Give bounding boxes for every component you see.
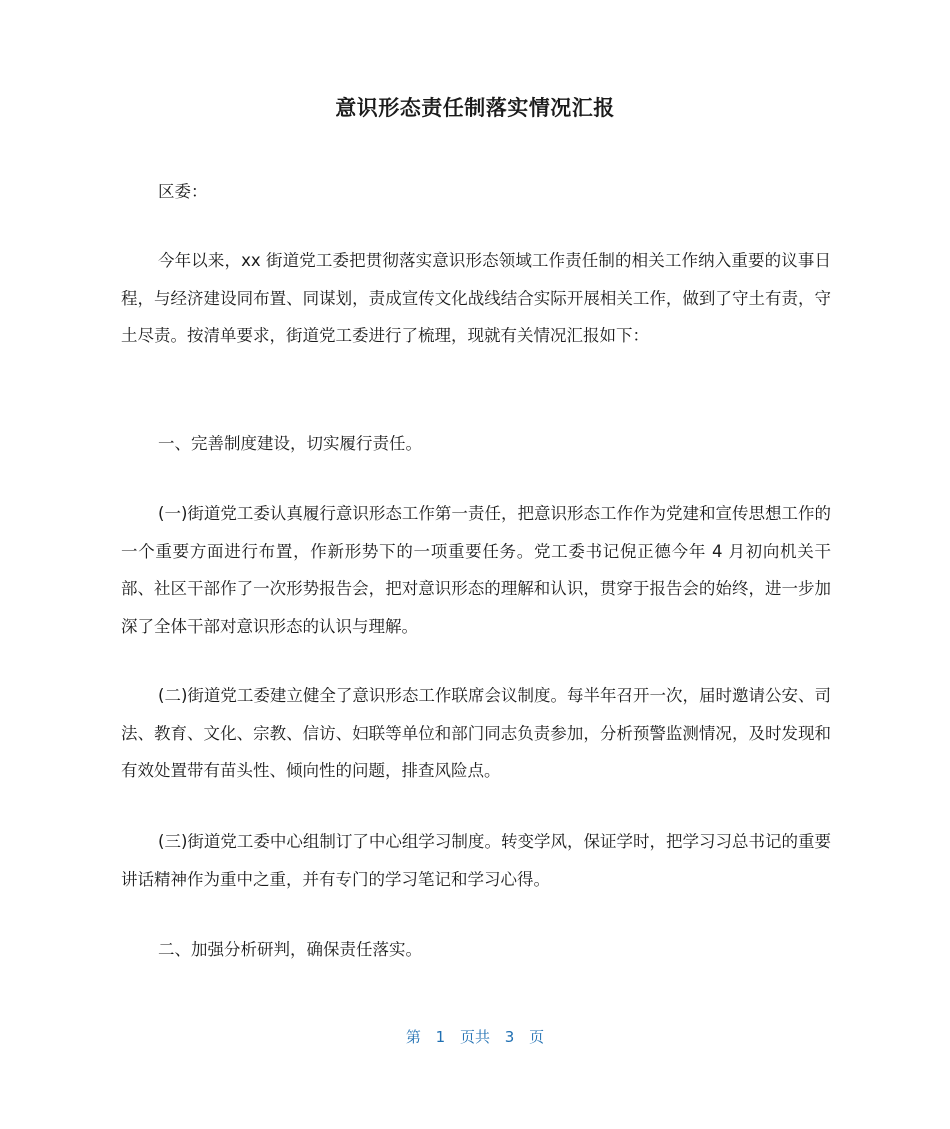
paragraph-item-2: (二)街道党工委建立健全了意识形态工作联席会议制度。每半年召开一次，届时邀请公安、司法、教育、文化、宗教、信访、妇联等单位和部门同志负责参加，分析预警监测情况，及时发现和有效处置带有苗头性、倾向性的问题，排查风险点。	[121, 686, 831, 780]
footer-suffix: 页	[529, 1028, 545, 1046]
footer-prefix: 第	[405, 1028, 421, 1046]
page-number-footer	[0, 1026, 950, 1047]
footer-total-pages: 3	[504, 1028, 515, 1046]
section-heading-1: 一、完善制度建设，切实履行责任。	[158, 434, 422, 453]
footer-middle: 页共	[459, 1028, 490, 1046]
paragraph-item-3: (三)街道党工委中心组制订了中心组学习制度。转变学风，保证学时，把学习习总书记的重要讲话精神作为重中之重，并有专门的学习笔记和学习心得。	[121, 832, 831, 889]
paragraph-item-1: (一)街道党工委认真履行意识形态工作第一责任，把意识形态工作作为党建和宣传思想工作的一个重要方面进行布置，作新形势下的一项重要任务。党工委书记倪正德今年 4 月初向机关干部、社区干部作了一次形势报告会，把对意识形态的理解和认识，贯穿于报告会的始终，进一步加深了全体干部对意识形态的认识与理解。	[121, 504, 831, 636]
salutation: 区委：	[158, 182, 208, 201]
section-heading-2: 二、加强分析研判，确保责任落实。	[158, 940, 422, 959]
paragraph-intro: 今年以来，xx 街道党工委把贯彻落实意识形态领域工作责任制的相关工作纳入重要的议事日程，与经济建设同布置、同谋划，责成宣传文化战线结合实际开展相关工作，做到了守土有责，守土尽责。按清单要求，街道党工委进行了梳理，现就有关情况汇报如下：	[121, 251, 831, 345]
document-title: 意识形态责任制落实情况汇报	[335, 96, 615, 120]
footer-current-page: 1	[435, 1028, 446, 1046]
